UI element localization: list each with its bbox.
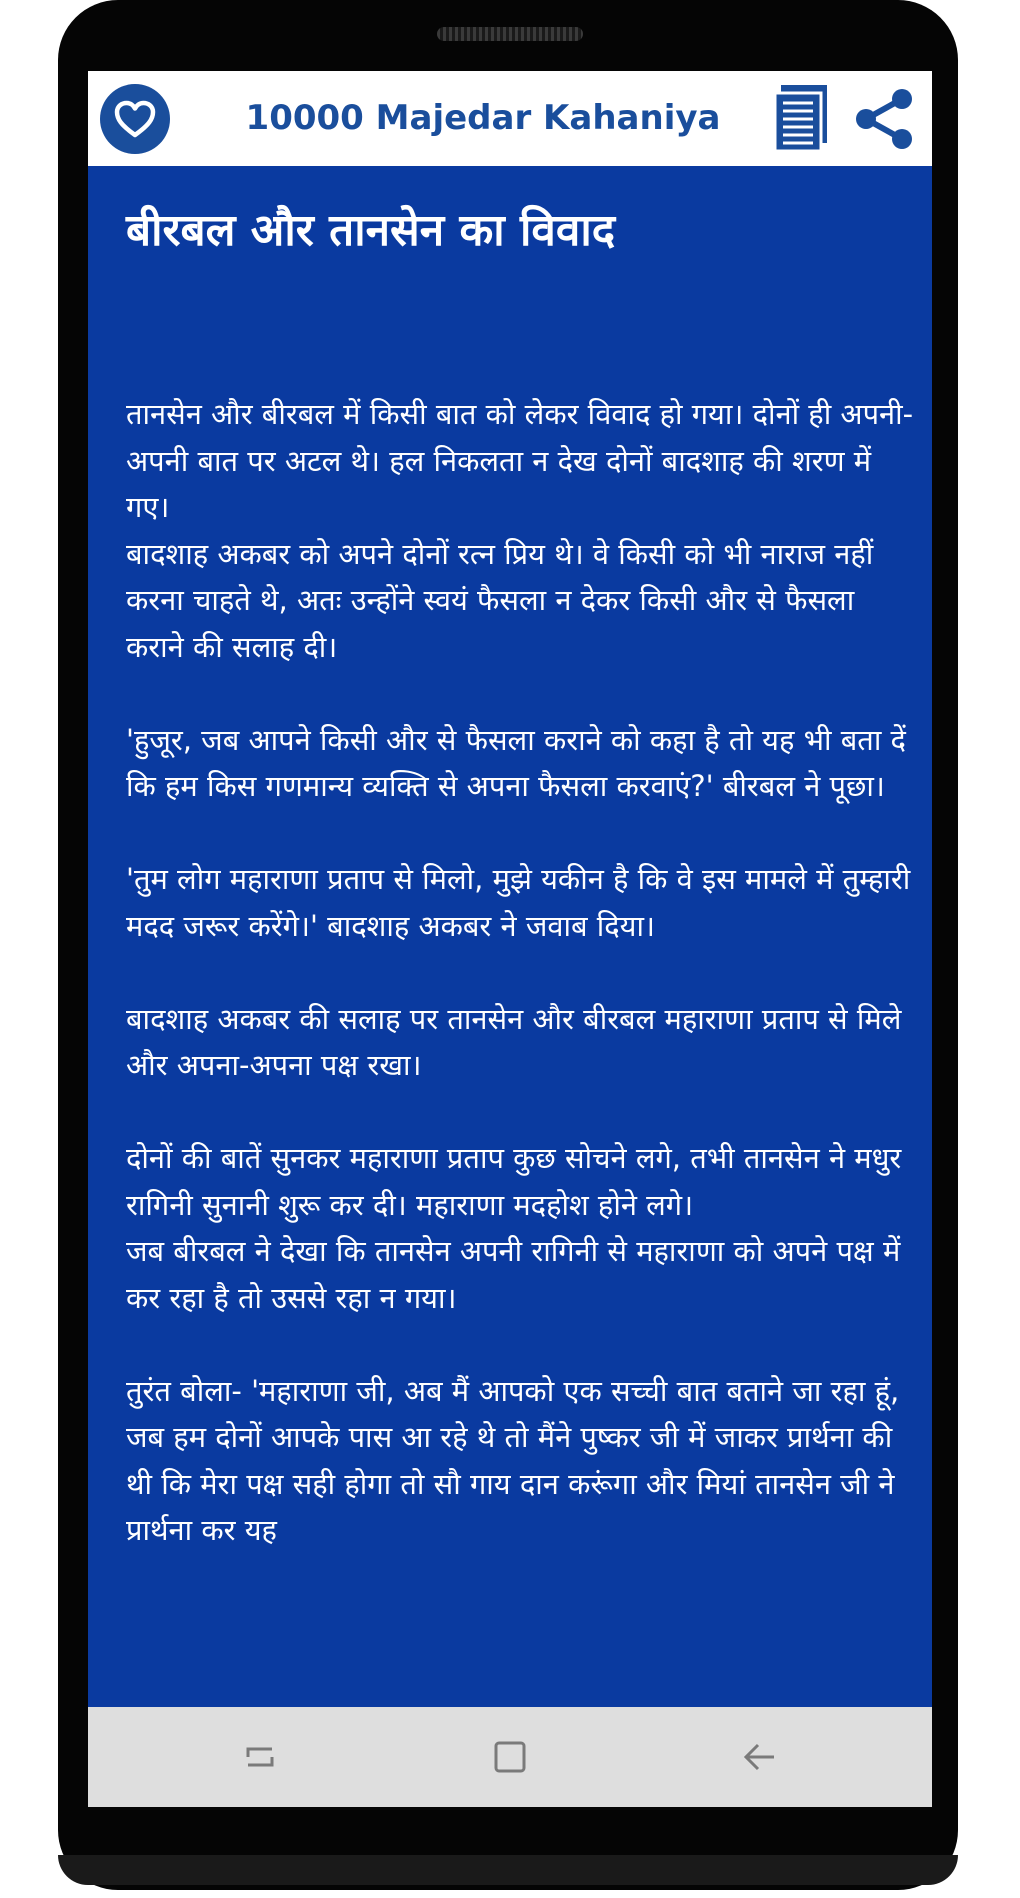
story-title: बीरबल और तानसेन का विवाद: [126, 205, 616, 256]
screen: [88, 71, 932, 1807]
story-body: [126, 391, 916, 1600]
story-paragraph: 'तुम लोग महाराणा प्रताप से मिलो, मुझे यकीन है कि वे इस मामले में तुम्हारी मदद जरूर करेंगे।' बादशाह अकबर ने जवाब दिया।: [126, 862, 911, 943]
app-bar: [88, 71, 932, 166]
story-paragraph: बादशाह अकबर की सलाह पर तानसेन और बीरबल महाराणा प्रताप से मिले और अपना-अपना पक्ष रखा।: [126, 1001, 902, 1082]
story-paragraph: 'हुजूर, जब आपने किसी और से फैसला कराने को कहा है तो यह भी बता दें कि हम किस गणमान्य व्यक्ति से अपना फैसला करवाएं?' बीरबल ने पूछा।: [126, 722, 906, 803]
system-nav-bar: [88, 1707, 932, 1807]
recents-icon[interactable]: [238, 1735, 282, 1779]
phone-speaker: [437, 27, 583, 41]
home-icon[interactable]: [488, 1735, 532, 1779]
heart-icon[interactable]: [100, 84, 170, 154]
story-paragraph: तुरंत बोला- 'महाराणा जी, अब मैं आपको एक सच्ची बात बताने जा रहा हूं, जब हम दोनों आपके पास आ रहे थे तो मैंने पुष्कर जी में जाकर प्रार्थना की थी कि मेरा पक्ष सही होगा तो सौ गाय दान करूंगा और मियां तानसेन जी ने प्रार्थना कर यह: [126, 1373, 900, 1547]
share-icon[interactable]: [850, 85, 918, 153]
story-paragraph: दोनों की बातें सुनकर महाराणा प्रताप कुछ सोचने लगे, तभी तानसेन ने मधुर रागिनी सुनानी शुरू कर दी। महाराणा मदहोश होने लगे। जब बीरबल ने देखा कि तानसेन अपनी रागिनी से महाराणा को अपने पक्ष में कर रहा है तो उससे रहा न गया।: [126, 1141, 902, 1315]
back-icon[interactable]: [738, 1735, 782, 1779]
app-title: 10000 Majedar Kahaniya: [245, 98, 721, 138]
phone-bottom-edge: [58, 1855, 958, 1885]
story-paragraph: तानसेन और बीरबल में किसी बात को लेकर विवाद हो गया। दोनों ही अपनी-अपनी बात पर अटल थे। हल निकलता न देख दोनों बादशाह की शरण में गए। बादशाह अकबर को अपने दोनों रत्न प्रिय थे। वे किसी को भी नाराज नहीं करना चाहते थे, अतः उन्होंने स्वयं फैसला न देकर किसी और से फैसला कराने की सलाह दी।: [126, 397, 914, 664]
document-icon[interactable]: [771, 83, 833, 155]
